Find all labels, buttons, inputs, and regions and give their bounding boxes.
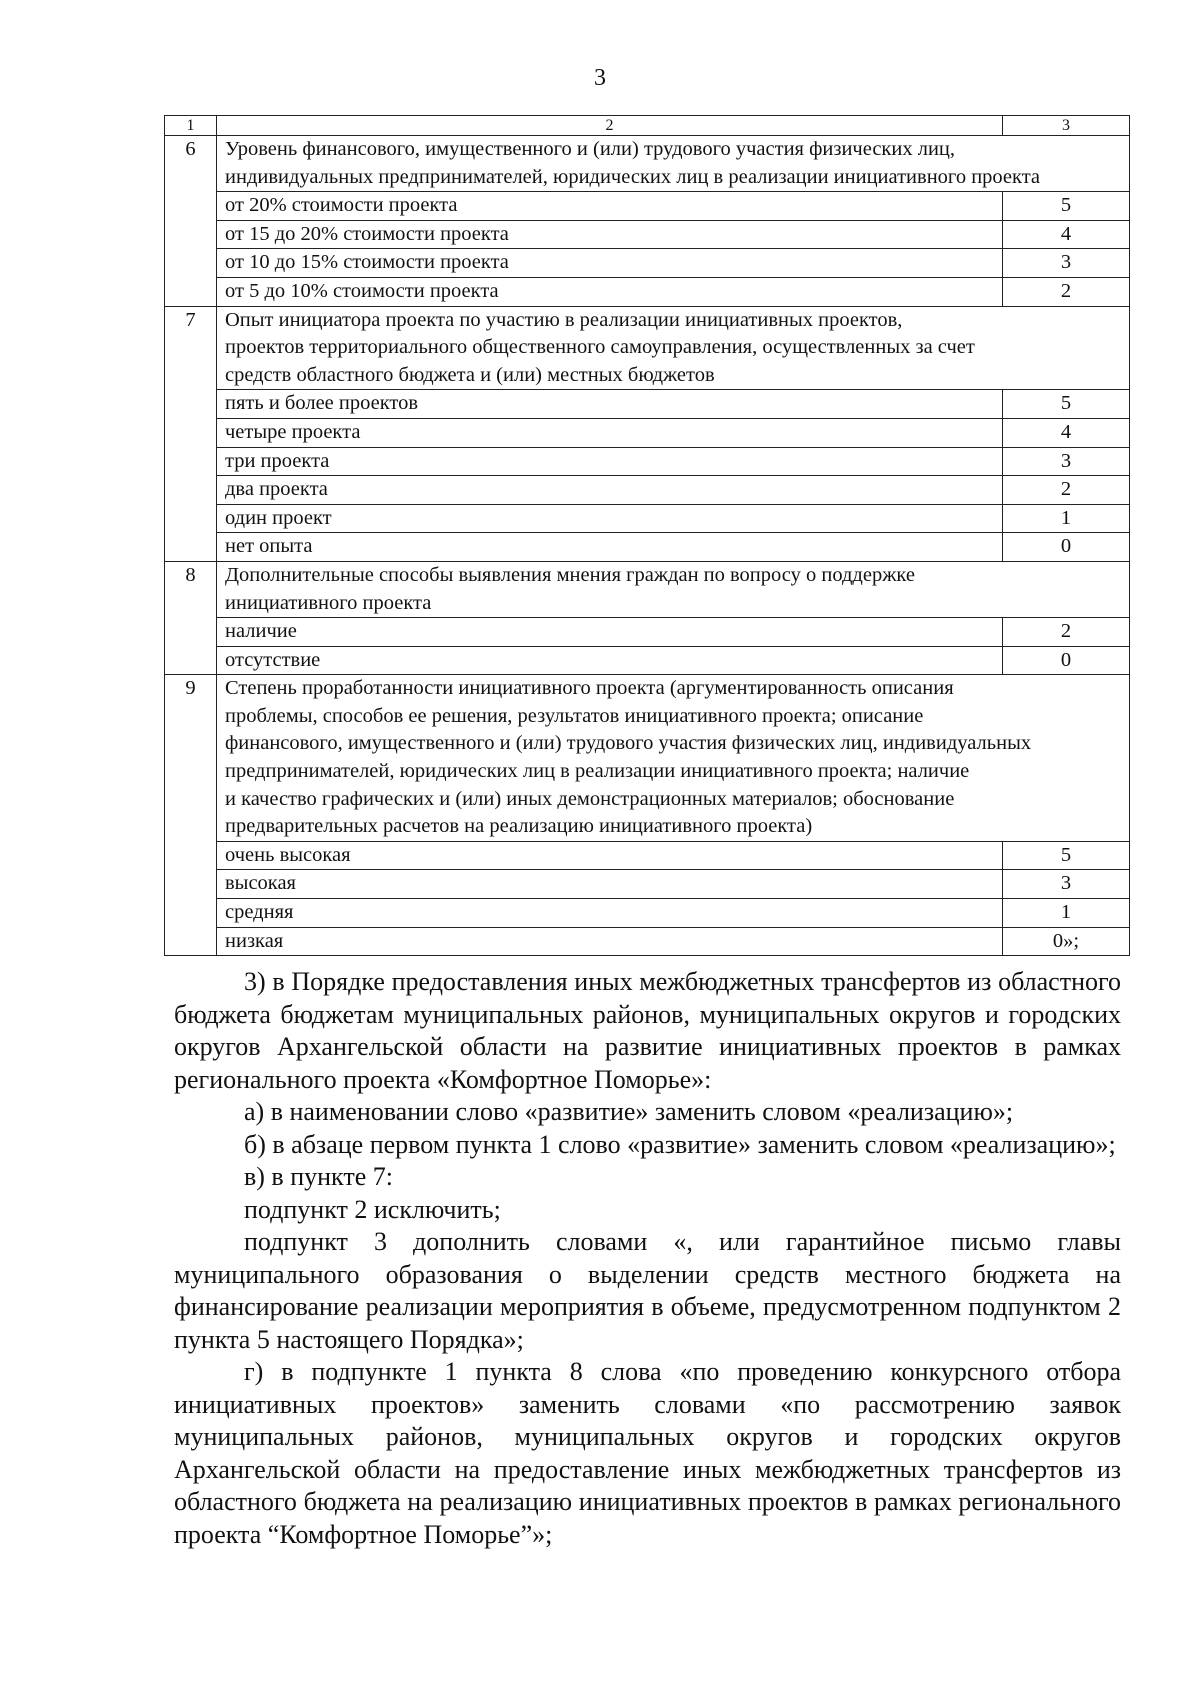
score-row (165, 447, 1130, 476)
column-number-3: 3 (1003, 116, 1130, 136)
option-label: отсутствие (217, 646, 1003, 675)
criterion-title-line: и качество графических и (или) иных демонстрационных материалов; обоснование (225, 787, 955, 810)
amendment-text (174, 966, 1121, 1551)
criterion-title (217, 306, 1130, 390)
criterion-title-line: проблемы, способов ее решения, результатов инициативного проекта; описание (225, 704, 924, 727)
criterion-row (165, 306, 1130, 390)
paragraph-3b: б) в абзаце первом пункта 1 слово «развитие» заменить словом «реализацию»; (244, 1129, 1116, 1159)
option-score: 4 (1003, 418, 1130, 447)
option-label: средняя (217, 899, 1003, 928)
option-score: 5 (1003, 390, 1130, 419)
criterion-title-line: финансового, имущественного и (или) трудового участия физических лиц, индивидуальных (225, 732, 1032, 755)
score-row (165, 220, 1130, 249)
option-label: наличие (217, 618, 1003, 647)
option-score: 4 (1003, 220, 1130, 249)
option-score: 2 (1003, 618, 1130, 647)
paragraph-3v: в) в пункте 7: (244, 1162, 393, 1191)
column-number-1: 1 (165, 116, 217, 136)
option-score: 3 (1003, 447, 1130, 476)
score-row (165, 646, 1130, 675)
criterion-title-line: индивидуальных предпринимателей, юридических лиц в реализации инициативного проекта (225, 165, 1041, 188)
option-score: 1 (1003, 899, 1130, 928)
column-number-2: 2 (217, 116, 1003, 136)
score-row (165, 390, 1130, 419)
score-row (165, 192, 1130, 221)
criterion-row (165, 675, 1130, 842)
score-row (165, 927, 1130, 956)
option-score: 3 (1003, 870, 1130, 899)
page-number: 3 (594, 65, 606, 91)
score-row (165, 418, 1130, 447)
paragraph-3a: а) в наименовании слово «развитие» заменить словом «реализацию»; (244, 1097, 1014, 1126)
score-row (165, 618, 1130, 647)
score-row (165, 476, 1130, 505)
option-label: очень высокая (217, 841, 1003, 870)
criterion-title-line: предпринимателей, юридических лиц в реализации инициативного проекта; наличие (225, 760, 970, 783)
option-score: 2 (1003, 476, 1130, 505)
score-row (165, 870, 1130, 899)
criterion-title-line: Степень проработанности инициативного проекта (аргументированность описания (225, 677, 954, 700)
criterion-title-line: средств областного бюджета и (или) местных бюджетов (225, 363, 715, 386)
criterion-title-line: Опыт инициатора проекта по участию в реализации инициативных проектов, (225, 308, 903, 331)
criterion-title-line: инициативного проекта (225, 591, 432, 614)
score-row (165, 899, 1130, 928)
criterion-row (165, 561, 1130, 617)
option-label: два проекта (217, 476, 1003, 505)
option-score: 0 (1003, 533, 1130, 562)
criterion-title-line: Дополнительные способы выявления мнения граждан по вопросу о поддержке (225, 563, 915, 586)
option-label: один проект (217, 504, 1003, 533)
option-label: четыре проекта (217, 418, 1003, 447)
option-label: высокая (217, 870, 1003, 899)
option-label: от 10 до 15% стоимости проекта (217, 249, 1003, 278)
criterion-number: 9 (165, 675, 217, 956)
criterion-number: 6 (165, 136, 217, 307)
criterion-title-line: проектов территориального общественного самоуправления, осуществленных за счет (225, 336, 975, 359)
score-row (165, 841, 1130, 870)
paragraph-3g: г) в подпункте 1 пункта 8 слова «по проведению конкурсного отбора инициативных проектов» заменить словами «по рассмотрению заявок муниципальных районов, муниципальных округов и городских округов Архангельской области на предоставление иных межбюджетных трансфертов из областного бюджета на реализацию инициативных проектов в рамках регионального проекта “Комфортное Поморье”»; (174, 1357, 1121, 1549)
option-score: 2 (1003, 277, 1130, 306)
criterion-title-line: Уровень финансового, имущественного и (или) трудового участия физических лиц, (225, 138, 956, 160)
criterion-number: 7 (165, 306, 217, 561)
criterion-title-line: предварительных расчетов на реализацию инициативного проекта) (225, 815, 813, 838)
option-label: от 5 до 10% стоимости проекта (217, 277, 1003, 306)
criterion-title (217, 136, 1130, 192)
option-label: низкая (217, 927, 1003, 956)
criterion-title (217, 675, 1130, 842)
option-score: 0»; (1003, 927, 1130, 956)
option-label: нет опыта (217, 533, 1003, 562)
criterion-row (165, 136, 1130, 192)
option-label: три проекта (217, 447, 1003, 476)
score-row (165, 277, 1130, 306)
table-header-row (165, 116, 1130, 136)
criterion-number: 8 (165, 561, 217, 674)
option-score: 5 (1003, 841, 1130, 870)
option-label: пять и более проектов (217, 390, 1003, 419)
score-row (165, 533, 1130, 562)
score-row (165, 249, 1130, 278)
option-score: 1 (1003, 504, 1130, 533)
option-label: от 20% стоимости проекта (217, 192, 1003, 221)
criteria-table (164, 115, 1130, 956)
option-score: 0 (1003, 646, 1130, 675)
paragraph-3v-sub2: подпункт 2 исключить; (244, 1194, 501, 1224)
score-row (165, 504, 1130, 533)
option-label: от 15 до 20% стоимости проекта (217, 220, 1003, 249)
paragraph-3v-sub3: подпункт 3 дополнить словами «, или гарантийное письмо главы муниципального образования о выделении средств местного бюджета на финансирование реализации мероприятия в объеме, предусмотренном подпунктом 2 пункта 5 настоящего Порядка»; (174, 1227, 1121, 1354)
criterion-title (217, 561, 1130, 617)
paragraph-3: 3) в Порядке предоставления иных межбюджетных трансфертов из областного бюджета бюджетам муниципальных районов, муниципальных округов и городских округов Архангельской области на развитие инициативных проектов в рамках регионального проекта «Комфортное Поморье»: (174, 967, 1121, 1094)
option-score: 3 (1003, 249, 1130, 278)
option-score: 5 (1003, 192, 1130, 221)
